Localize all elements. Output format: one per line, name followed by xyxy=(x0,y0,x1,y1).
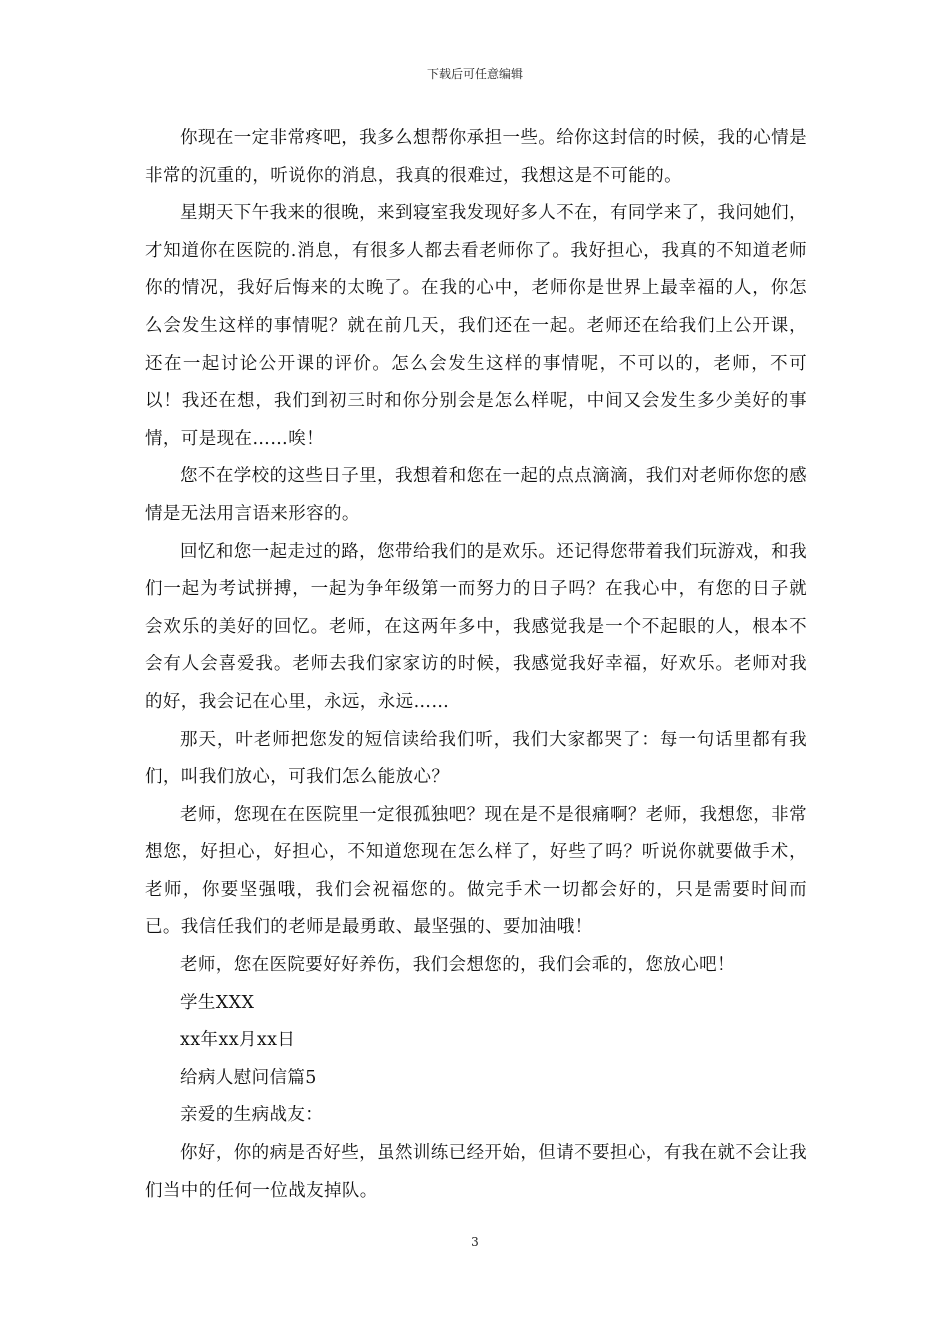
paragraph-7: 老师，您在医院要好好养伤，我们会想您的，我们会乖的，您放心吧！ xyxy=(180,955,735,976)
paragraph-1: 你现在一定非常疼吧，我多么想帮你承担一些。给你这封信的时候，我的心情是非常的沉重的，听说你的消息，我真的很难过，我想这是不可能的。 xyxy=(145,128,807,186)
paragraph-4: 回忆和您一起走过的路，您带给我们的是欢乐。还记得您带着我们玩游戏，和我们一起为考试拼搏，一起为争年级第一而努力的日子吗？在我心中，有您的日子就会欢乐的美好的回忆。老师，在这两年多中，我感觉我是一个不起眼的人，根本不会有人会喜爱我。老师去我们家家访的时候，我感觉我好幸福，好欢乐。老师对我的好，我会记在心里，永远，永远…… xyxy=(145,541,807,712)
paragraph-2: 星期天下午我来的很晚，来到寝室我发现好多人不在，有同学来了，我问她们，才知道你在医院的.消息，有很多人都去看老师你了。我好担心，我真的不知道老师你的情况，我好后悔来的太晚了。在我的心中，老师你是世界上最幸福的人，你怎么会发生这样的事情呢？就在前几天，我们还在一起。老师还在给我们上公开课，还在一起讨论公开课的评价。怎么会发生这样的事情呢，不可以的，老师，不可以！我还在想，我们到初三时和你分别会是怎么样呢，中间又会发生多少美好的事情，可是现在……唉！ xyxy=(145,203,807,449)
paragraph-5: 那天，叶老师把您发的短信读给我们听，我们大家都哭了：每一句话里都有我们，叫我们放心，可我们怎么能放心？ xyxy=(145,729,807,788)
section-title: 给病人慰问信篇5 xyxy=(180,1067,317,1088)
signature-date: xx年xx月xx日 xyxy=(180,1030,296,1051)
paragraph-6: 老师，您现在在医院里一定很孤独吧？现在是不是很痛啊？老师，我想您，非常想您，好担心，好担心，不知道您现在怎么样了，好些了吗？听说你就要做手术，老师，你要坚强哦，我们会祝福您的。做完手术一切都会好的，只是需要时间而已。我信任我们的老师是最勇敢、最坚强的、要加油哦！ xyxy=(145,804,807,938)
page-header: 下载后可任意编辑 xyxy=(426,67,523,81)
salutation: 亲爱的生病战友： xyxy=(180,1105,324,1126)
document-body xyxy=(145,120,807,1210)
signature-name: 学生XXX xyxy=(180,992,255,1013)
page-number: 3 xyxy=(471,1235,479,1249)
paragraph-3: 您不在学校的这些日子里，我想着和您在一起的点点滴滴，我们对老师你您的感情是无法用言语来形容的。 xyxy=(145,466,807,524)
paragraph-8: 你好，你的病是否好些，虽然训练已经开始，但请不要担心，有我在就不会让我们当中的任何一位战友掉队。 xyxy=(145,1143,807,1201)
